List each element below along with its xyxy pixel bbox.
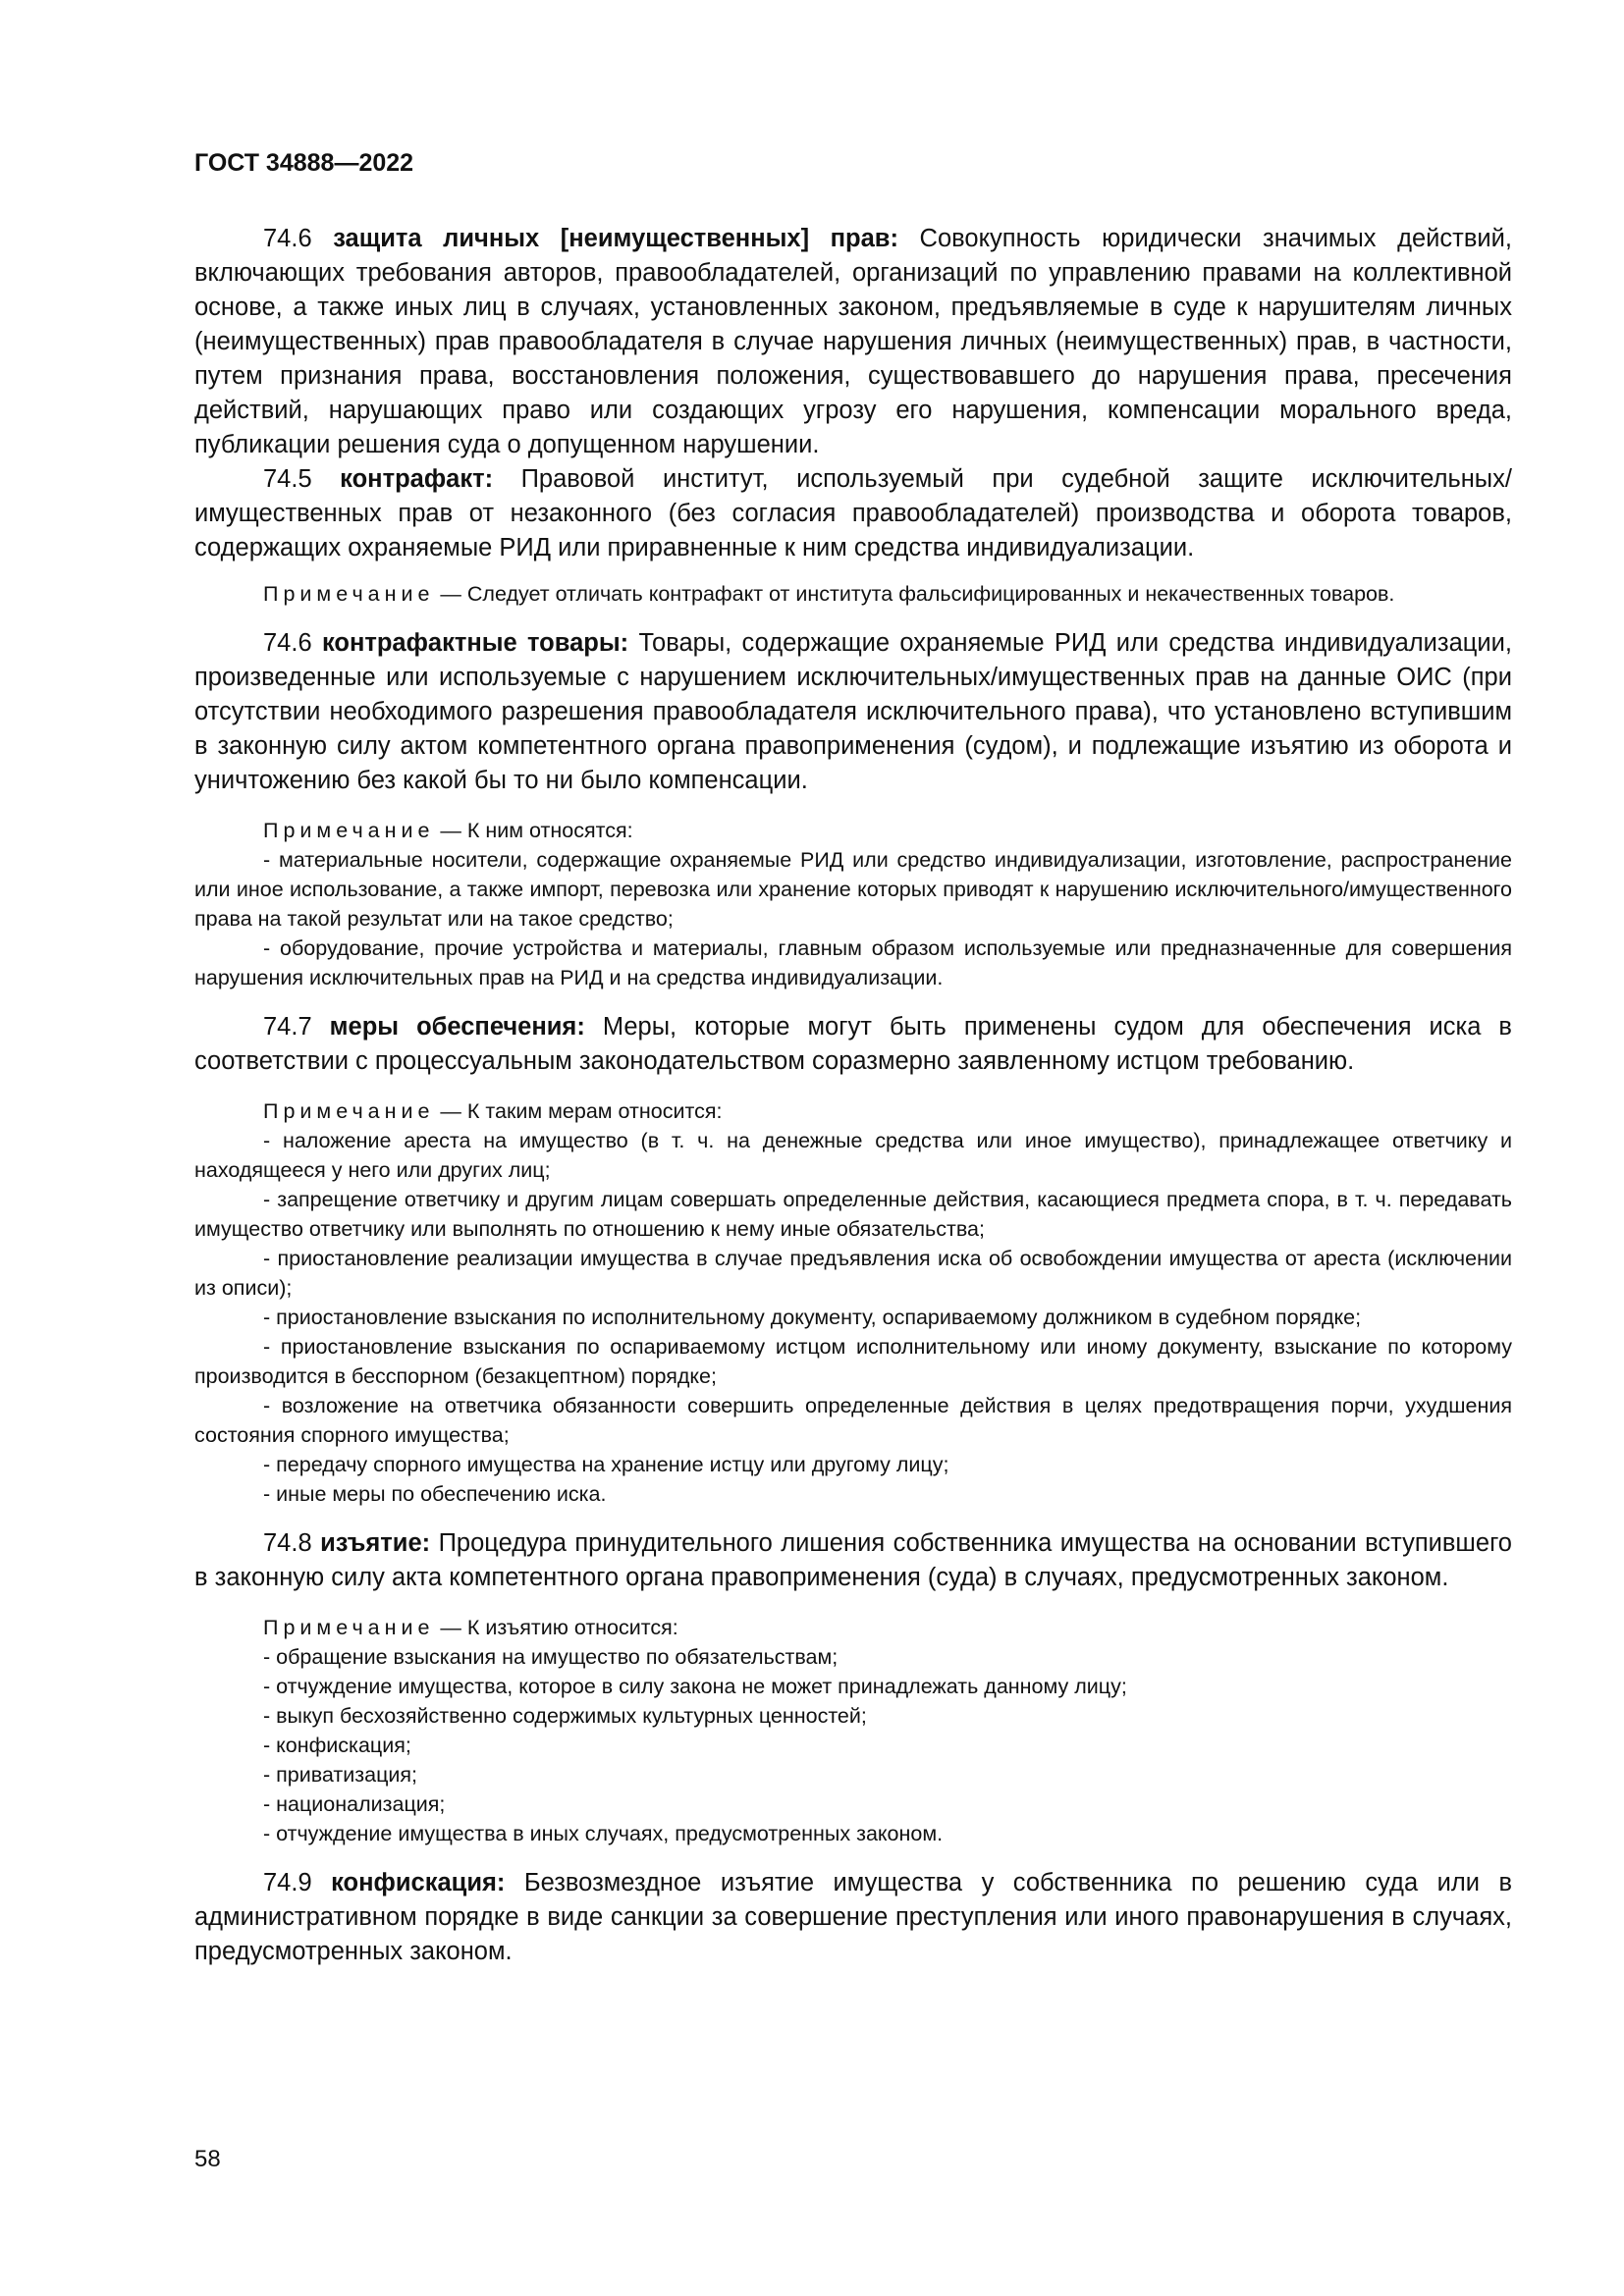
note-text: — К изъятию относится: (434, 1616, 678, 1639)
term-definition: Совокупность юридически значимых действий, включающих требования авторов, правообладателей, организаций по управлению правами на коллективной основе, а также иных лиц в случаях, установленных законом, предъявляемые в суде к нарушителям личных (неимущественных) прав правообладателя в случае нарушения личных (неимущественных) прав, в частности, путем признания права, восстановления положения, существовавшего до нарушения права, пресечения действий, нарушающих право или создающих угрозу его нарушения, компенсации морального вреда, публикации решения суда о допущенном нарушении. (194, 225, 1512, 458)
term-entry (194, 1010, 1512, 1079)
list-item: - возложение на ответчика обязанности совершить определенные действия в целях предотвращения порчи, ухудшения состояния спорного имущества; (194, 1394, 1512, 1447)
list-item: - отчуждение имущества, которое в силу закона не может принадлежать данному лицу; (263, 1675, 1127, 1698)
term-name: контрафактные товары: (321, 629, 629, 657)
term-name: контрафакт: (340, 465, 494, 493)
term-entry (194, 1526, 1512, 1595)
term-name: меры обеспечения: (329, 1013, 585, 1041)
document-body (194, 222, 1512, 1969)
list-item: - передачу спорного имущества на хранение истцу или другому лицу; (263, 1453, 949, 1476)
note (194, 816, 1512, 845)
term-definition: Меры, которые могут быть применены судом для обеспечения иска в соответствии с процессуальным законодательством соразмерно заявленному истцом требованию. (194, 1013, 1512, 1075)
term-entry (194, 626, 1512, 798)
term-definition: Правовой институт, используемый при судебной защите исключительных/имущественных прав от незаконного (без согласия правообладателей) производства и оборота товаров, содержащих охраняемые РИД или приравненные к ним средства индивидуализации. (194, 465, 1512, 561)
term-number: 74.8 (263, 1529, 312, 1557)
term-definition: Безвозмездное изъятие имущества у собственника по решению суда или в административном порядке в виде санкции за совершение преступления или иного правонарушения в случаях, предусмотренных законом. (194, 1869, 1512, 1965)
list-item: - запрещение ответчику и другим лицам совершать определенные действия, касающиеся предмета спора, в т. ч. передавать имущество ответчику или выполнять по отношению к нему иные обязательства; (194, 1188, 1512, 1241)
list-item: - национализация; (263, 1792, 446, 1816)
term-number: 74.6 (263, 629, 312, 657)
list-item: - наложение ареста на имущество (в т. ч. на денежные средства или иное имущество), принадлежащее ответчику и находящееся у него или других лиц; (194, 1129, 1512, 1182)
term-entry (194, 1866, 1512, 1969)
list-item: - приостановление взыскания по оспариваемому истцом исполнительному или иному документу, взыскание по которому производится в бесспорном (безакцептном) порядке; (194, 1335, 1512, 1388)
list-item: - выкуп бесхозяйственно содержимых культурных ценностей; (263, 1704, 867, 1728)
term-number: 74.5 (263, 465, 312, 493)
term-definition: Товары, содержащие охраняемые РИД или средства индивидуализации, произведенные или используемые с нарушением исключительных/имущественных прав на данные ОИС (при отсутствии необходимого разрешения правообладателя исключительного права), что установлено вступившим в законную силу актом компетентного органа правоприменения (судом), и подлежащие изъятию из оборота и уничтожению без какой бы то ни было компенсации. (194, 629, 1512, 794)
note (194, 1613, 1512, 1642)
document-header: ГОСТ 34888—2022 (194, 149, 414, 177)
term-name: конфискация: (331, 1869, 506, 1896)
list-item: - обращение взыскания на имущество по обязательствам; (263, 1645, 839, 1669)
term-number: 74.6 (263, 225, 312, 252)
list-item: - приватизация; (263, 1763, 418, 1787)
list-item: - иные меры по обеспечению иска. (263, 1482, 607, 1506)
note (194, 579, 1512, 609)
note-label: Примечание (263, 819, 435, 842)
term-entry (194, 462, 1512, 565)
term-number: 74.9 (263, 1869, 312, 1896)
term-name: защита личных [неимущественных] прав: (333, 225, 898, 252)
list-item: - приостановление взыскания по исполнительному документу, оспариваемому должником в судебном порядке; (263, 1306, 1362, 1329)
note-label: Примечание (263, 582, 435, 606)
note-text: — Следует отличать контрафакт от института фальсифицированных и некачественных товаров. (434, 582, 1395, 606)
term-entry (194, 222, 1512, 462)
list-item: - конфискация; (263, 1734, 411, 1757)
note-label: Примечание (263, 1616, 435, 1639)
term-definition: Процедура принудительного лишения собственника имущества на основании вступившего в законную силу акта компетентного органа правоприменения (суда) в случаях, предусмотренных законом. (194, 1529, 1512, 1591)
list-item: - материальные носители, содержащие охраняемые РИД или средство индивидуализации, изготовление, распространение или иное использование, а также импорт, перевозка или хранение которых приводят к нарушению исключительного/имущественного права на такой результат или на такое средство; (194, 848, 1512, 931)
note-text: — К ним относятся: (434, 819, 633, 842)
note-text: — К таким мерам относится: (434, 1099, 723, 1123)
term-name: изъятие: (320, 1529, 431, 1557)
note (194, 1096, 1512, 1126)
list-item: - отчуждение имущества в иных случаях, предусмотренных законом. (263, 1822, 944, 1845)
list-item: - приостановление реализации имущества в случае предъявления иска об освобождении имущества от ареста (исключении из описи); (194, 1247, 1512, 1300)
note-label: Примечание (263, 1099, 435, 1123)
term-number: 74.7 (263, 1013, 312, 1041)
list-item: - оборудование, прочие устройства и материалы, главным образом используемые или предназначенные для совершения нарушения исключительных прав на РИД и на средства индивидуализации. (194, 936, 1512, 989)
page-number: 58 (194, 2146, 221, 2172)
